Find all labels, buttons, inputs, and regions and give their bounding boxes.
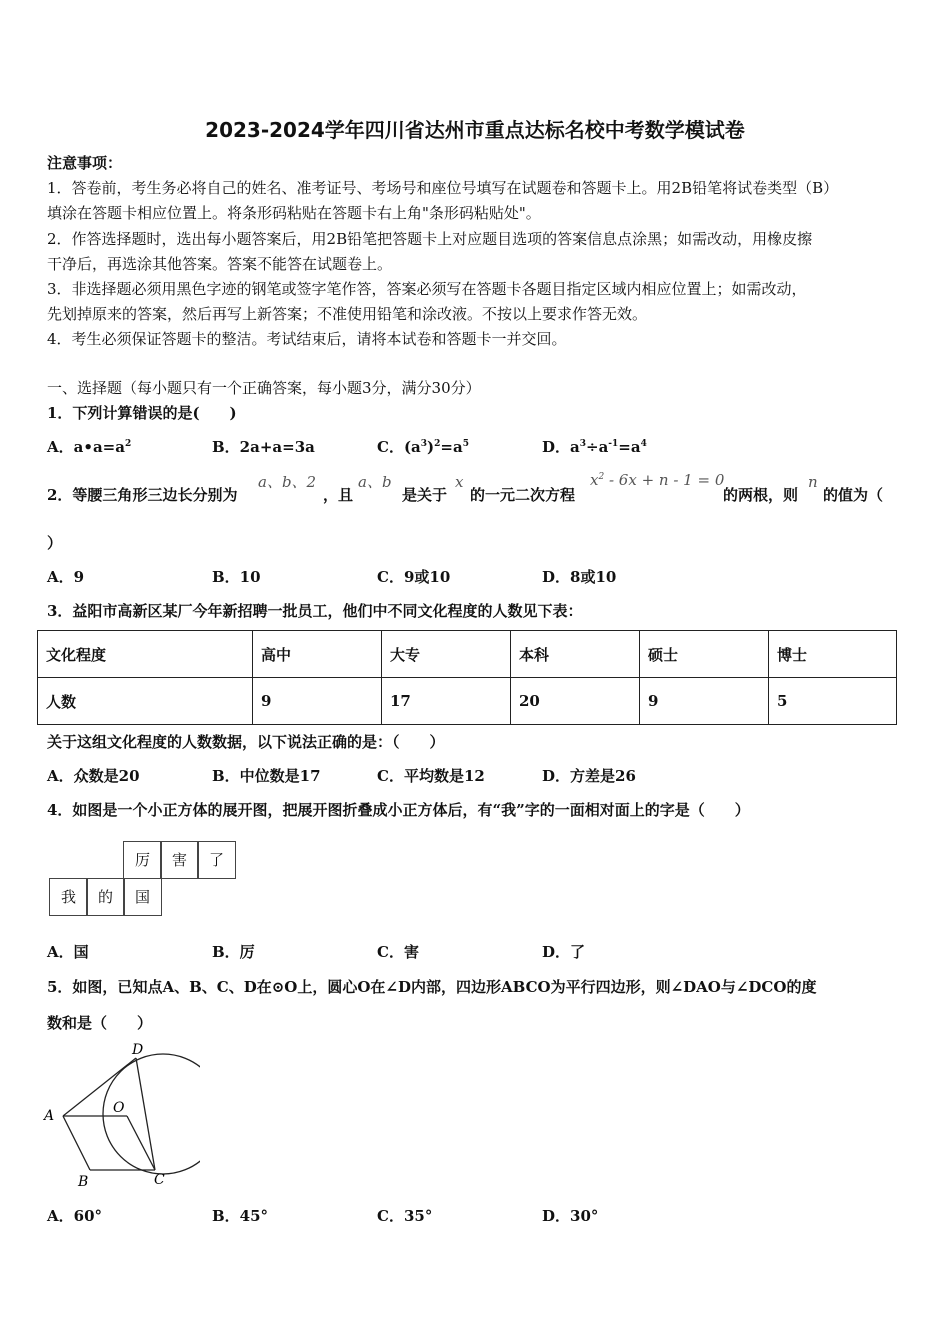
net-face: 国 (123, 878, 162, 916)
circle-geometry-figure (40, 1038, 200, 1188)
notice-line: 2．作答选择题时，选出每小题答案后，用2B铅笔把答题卡上对应题目选项的答案信息点涂黑；如需改动，用橡皮擦 (47, 230, 813, 248)
q2-option-d: D．8或10 (542, 568, 617, 586)
net-face: 了 (197, 841, 236, 879)
q1-option-d (542, 436, 647, 457)
q1-d-sup: -1 (608, 439, 619, 449)
segment-ab (63, 1116, 90, 1170)
table-cell: 5 (769, 678, 897, 725)
label-a: A (44, 1108, 55, 1124)
q4-option-b: B．厉 (212, 943, 255, 961)
q4-option-c: C．害 (377, 943, 419, 961)
table-cell: 9 (253, 678, 382, 725)
label-o: O (113, 1100, 125, 1116)
q1-a-text: A．a•a=a (47, 438, 125, 456)
q1-option-b: B．2a+a=3a (212, 438, 315, 456)
q1-c-sup: 2 (434, 439, 441, 449)
page-title: 2023-2024学年四川省达州市重点达标名校中考数学模试卷 (205, 118, 745, 142)
label-b: B (78, 1174, 89, 1188)
table-cell: 人数 (38, 678, 253, 725)
q2-option-a: A．9 (47, 568, 85, 586)
table-cell: 博士 (769, 631, 897, 678)
table-cell: 17 (382, 678, 511, 725)
notice-heading: 注意事项： (47, 154, 123, 172)
table-header-row (38, 631, 897, 678)
q1-d-text: =a (618, 438, 641, 456)
q3-option-a: A．众数是20 (47, 767, 140, 785)
net-face: 厉 (123, 841, 162, 879)
q5-option-b: B．45° (212, 1207, 269, 1225)
q1-d-text: D．a (542, 438, 580, 456)
q2-stem-part: 的两根，则 (723, 486, 799, 504)
q5-stem-cont: 数和是（ ） (47, 1014, 153, 1032)
table-cell: 20 (511, 678, 640, 725)
q2-stem-part: 2．等腰三角形三边长分别为 (47, 486, 238, 504)
q2-stem-part: 是关于 (402, 486, 448, 504)
segment-dc (136, 1058, 155, 1170)
label-d: D (132, 1042, 144, 1058)
q4-option-d: D．了 (542, 943, 586, 961)
q2-math-equation (590, 471, 724, 489)
q2-math-ab: a、b (358, 473, 392, 491)
q1-c-sup: 3 (420, 439, 428, 449)
q2-stem-part: ，且 (323, 486, 354, 504)
q1-c-sup: 5 (462, 439, 469, 449)
table-cell: 本科 (511, 631, 640, 678)
q2-eq-rest: - 6x + n - 1 = 0 (604, 471, 725, 489)
education-table (37, 630, 897, 725)
q2-option-c: C．9或10 (377, 568, 451, 586)
q2-option-b: B．10 (212, 568, 261, 586)
q2-math-n: n (808, 473, 818, 491)
q1-c-text: ) (427, 438, 435, 456)
q1-option-a (47, 436, 131, 457)
q5-stem: 5．如图，已知点A、B、C、D在⊙O上，圆心O在∠D内部，四边形ABCO为平行四边形，则∠DAO与∠DCO的度 (47, 978, 817, 996)
q1-c-text: C．(a (377, 438, 421, 456)
notice-line: 干净后，再选涂其他答案。答案不能答在试题卷上。 (47, 255, 393, 273)
table-row (38, 678, 897, 725)
q3-option-b: B．中位数是17 (212, 767, 321, 785)
q4-option-a: A．国 (47, 943, 89, 961)
section-heading: 一、选择题（每小题只有一个正确答案，每小题3分，满分30分） (47, 379, 481, 397)
notice-line: 3．非选择题必须用黑色字迹的钢笔或签字笔作答，答案必须写在答题卡各题目指定区域内相应位置上；如需改动， (47, 280, 807, 298)
q2-math-sides: a、b、2 (258, 473, 317, 491)
q2-math-x: x (455, 473, 464, 491)
q3-option-c: C．平均数是12 (377, 767, 485, 785)
notice-line: 填涂在答题卡相应位置上。将条形码粘贴在答题卡右上角"条形码粘贴处"。 (47, 204, 541, 222)
net-face: 我 (49, 878, 88, 916)
q2-stem-close: ） (47, 534, 63, 552)
q1-option-c (377, 436, 469, 457)
q4-stem: 4．如图是一个小正方体的展开图，把展开图折叠成小正方体后，有“我”字的一面相对面上的字是（ ） (47, 801, 750, 819)
q2-stem-part: 的一元二次方程 (470, 486, 576, 504)
q1-a-sup: 2 (124, 439, 132, 449)
q2-eq-sup: 2 (598, 472, 605, 482)
table-cell: 硕士 (640, 631, 769, 678)
net-face: 害 (160, 841, 199, 879)
table-cell: 大专 (382, 631, 511, 678)
q1-stem: 1．下列计算错误的是( ) (47, 404, 237, 422)
q5-option-a: A．60° (47, 1207, 103, 1225)
q2-eq-x: x (590, 471, 599, 489)
q1-d-sup: 4 (640, 439, 647, 449)
q1-d-sup: 3 (579, 439, 586, 449)
notice-line: 先划掉原来的答案，然后再写上新答案；不准使用铅笔和涂改液。不按以上要求作答无效。 (47, 305, 648, 323)
net-face: 的 (86, 878, 125, 916)
label-c: C (154, 1172, 165, 1188)
notice-line: 4．考生必须保证答题卡的整洁。考试结束后，请将本试卷和答题卡一并交回。 (47, 330, 567, 348)
q5-option-d: D．30° (542, 1207, 599, 1225)
segment-ad (63, 1058, 136, 1116)
table-cell: 文化程度 (38, 631, 253, 678)
table-cell: 高中 (253, 631, 382, 678)
table-cell: 9 (640, 678, 769, 725)
q1-c-text: =a (440, 438, 463, 456)
notice-line: 1．答卷前，考生务必将自己的姓名、准考证号、考场号和座位号填写在试题卷和答题卡上。用2B铅笔将试卷类型（B） (47, 179, 839, 197)
q5-option-c: C．35° (377, 1207, 433, 1225)
q2-stem-part: 的值为（ (823, 486, 884, 504)
q3-stem: 3．益阳市高新区某厂今年新招聘一批员工，他们中不同文化程度的人数见下表： (47, 602, 583, 620)
q3-option-d: D．方差是26 (542, 767, 636, 785)
q3-follow-up: 关于这组文化程度的人数数据，以下说法正确的是：（ ） (47, 733, 445, 751)
q1-d-text: ÷a (586, 438, 609, 456)
